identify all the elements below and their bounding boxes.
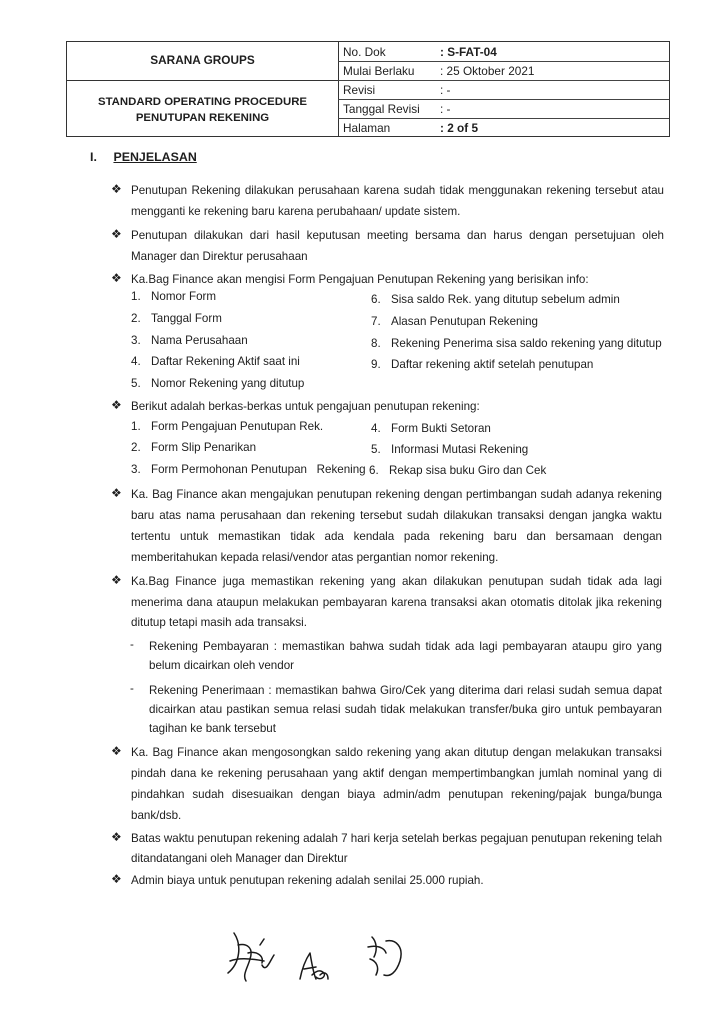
- list-item: Daftar Rekening Aktif saat ini: [151, 355, 300, 368]
- page-value: : 2 of 5: [440, 121, 479, 135]
- title-line-2: PENUTUPAN REKENING: [135, 112, 270, 124]
- list-item: Rekap sisa buku Giro dan Cek: [389, 464, 547, 477]
- paragraph-3-line-1: Ka.Bag Finance akan mengisi Form Pengajuan Penutupan Rekening yang berisikan info:: [131, 273, 589, 286]
- signatures: [220, 925, 420, 995]
- paragraph-2-line-2: Manager dan Direktur perusahaan: [131, 250, 308, 263]
- list-item: Nama Perusahaan: [151, 334, 248, 347]
- doc-number-value: : S-FAT-04: [440, 45, 497, 59]
- bullet-icon: ❖: [111, 182, 122, 196]
- title-line-1: STANDARD OPERATING PROCEDURE: [97, 96, 308, 108]
- paragraph-4-line-1: Berikut adalah berkas-berkas untuk pengajuan penutupan rekening:: [131, 400, 480, 413]
- revision-date-value: : -: [440, 102, 451, 116]
- bullet-icon: ❖: [111, 398, 122, 412]
- section-heading: [90, 150, 197, 164]
- paragraph-1-line-2: mengganti ke rekening baru karena perubahaan/ update sistem.: [131, 205, 461, 218]
- list-number: 5.: [131, 377, 141, 390]
- section-title: PENJELASAN: [113, 150, 197, 164]
- list-number: 4.: [131, 355, 141, 368]
- document-header-table: [66, 41, 670, 137]
- paragraph-1-line-1: Penutupan Rekening dilakukan perusahaan karena sudah tidak menggunakan rekening tersebut atau: [131, 184, 664, 197]
- paragraph-6-line-2: menerima dana ataupun melakukan pembayaran karena transaksi akan otomatis ditolak jika rekening: [131, 596, 662, 609]
- signature-3: [368, 937, 401, 975]
- effective-date-label: Mulai Berlaku: [343, 64, 415, 78]
- paragraph-6-line-3: ditutup tetapi masih ada transaksi.: [131, 616, 307, 629]
- dash-marker: -: [130, 682, 134, 695]
- paragraph-7-line-2: pindah dana ke rekening perusahaan yang aktif dengan mempertimbangkan jumlah nominal yang di: [131, 767, 662, 780]
- list-number: 6.: [371, 293, 381, 306]
- list-number: 6.: [369, 464, 379, 477]
- bullet-icon: ❖: [111, 486, 122, 500]
- dash-marker: -: [130, 638, 134, 651]
- list-item: Informasi Mutasi Rekening: [391, 443, 529, 456]
- bullet-icon: ❖: [111, 744, 122, 758]
- list-item: Form Bukti Setoran: [391, 422, 491, 435]
- list-number: 5.: [371, 443, 381, 456]
- signature-1: [228, 933, 274, 981]
- paragraph-7-line-4: bank/dsb.: [131, 809, 182, 822]
- paragraph-2-line-1: Penutupan dilakukan dari hasil keputusan meeting bersama dan harus dengan persetujuan oleh: [131, 229, 664, 242]
- paragraph-8-line-2: ditandatangani oleh Manager dan Direktur: [131, 852, 348, 865]
- paragraph-5-line-1: Ka. Bag Finance akan mengajukan penutupan rekening dengan pertimbangan sudah adanya rekening: [131, 488, 662, 501]
- list-item: Sisa saldo Rek. yang ditutup sebelum admin: [391, 293, 620, 306]
- receipt-account-line-3: tagihan ke bank tersebut: [149, 722, 276, 735]
- list-number: 4.: [371, 422, 381, 435]
- paragraph-6-line-1: Ka.Bag Finance juga memastikan rekening yang akan dilakukan penutupan sudah tidak ada lagi: [131, 575, 662, 588]
- list-number: 3.: [131, 334, 141, 347]
- list-item: Nomor Rekening yang ditutup: [151, 377, 305, 390]
- list-number: 7.: [371, 315, 381, 328]
- signature-2: [300, 953, 328, 979]
- bullet-icon: ❖: [111, 271, 122, 285]
- payment-account-line-2: belum dicairkan oleh vendor: [149, 659, 295, 672]
- list-item: Form Permohonan Penutupan Rekening: [151, 463, 366, 476]
- effective-date-value: : 25 Oktober 2021: [440, 64, 535, 78]
- revision-label: Revisi: [343, 83, 376, 97]
- paragraph-9-line-1: Admin biaya untuk penutupan rekening adalah senilai 25.000 rupiah.: [131, 874, 484, 887]
- paragraph-5-line-2: baru atas nama perusahaan dan rekening tersebut sudah dilakukan transaksi dengan jangka waktu: [131, 509, 662, 522]
- section-number: I.: [90, 150, 97, 164]
- list-item: Form Slip Penarikan: [151, 441, 257, 454]
- paragraph-5-line-3: tertentu untuk memastikan tidak ada kendala pada rekening baru dan bersamaan dengan: [131, 530, 662, 543]
- document-title: [67, 94, 338, 126]
- bullet-icon: ❖: [111, 830, 122, 844]
- paragraph-7-line-3: pindahkan sudah disesuaikan dengan biaya admin/adm penutupan rekening/pajak bunga/bunga: [131, 788, 662, 801]
- receipt-account-line-1: Rekening Penerimaan : memastikan bahwa Giro/Cek yang diterima dari relasi sudah semua dapat: [149, 684, 662, 697]
- list-number: 8.: [371, 337, 381, 350]
- list-number: 2.: [131, 312, 141, 325]
- paragraph-7-line-1: Ka. Bag Finance akan mengosongkan saldo rekening yang akan ditutup dengan melakukan transaksi: [131, 746, 662, 759]
- revision-date-label: Tanggal Revisi: [343, 102, 420, 116]
- company-name: SARANA GROUPS: [150, 53, 255, 67]
- doc-number-label: No. Dok: [343, 45, 386, 59]
- bullet-icon: ❖: [111, 573, 122, 587]
- list-item: Alasan Penutupan Rekening: [391, 315, 538, 328]
- list-item: Form Pengajuan Penutupan Rek.: [151, 420, 324, 433]
- paragraph-8-line-1: Batas waktu penutupan rekening adalah 7 hari kerja setelah berkas pegajuan penutupan rekening telah: [131, 832, 663, 845]
- list-number: 2.: [131, 441, 141, 454]
- paragraph-5-line-4: memberitahukan kepada relasi/vendor atas pergantian nomor rekening.: [131, 551, 499, 564]
- payment-account-line-1: Rekening Pembayaran : memastikan bahwa sudah tidak ada lagi pembayaran ataupu giro yang: [149, 640, 662, 653]
- receipt-account-line-2: dicairkan atau pastikan semua relasi sudah tidak melakukan transfer/buka giro untuk pembayaran: [149, 703, 662, 716]
- list-number: 3.: [131, 463, 141, 476]
- list-number: 9.: [371, 358, 381, 371]
- revision-value: : -: [440, 83, 451, 97]
- list-item: Tanggal Form: [151, 312, 222, 325]
- list-item: Daftar rekening aktif setelah penutupan: [391, 358, 594, 371]
- bullet-icon: ❖: [111, 227, 122, 241]
- list-number: 1.: [131, 420, 141, 433]
- list-number: 1.: [131, 290, 141, 303]
- list-item: Nomor Form: [151, 290, 217, 303]
- bullet-icon: ❖: [111, 872, 122, 886]
- list-item: Rekening Penerima sisa saldo rekening yang ditutup: [391, 337, 662, 350]
- page-label: Halaman: [343, 121, 391, 135]
